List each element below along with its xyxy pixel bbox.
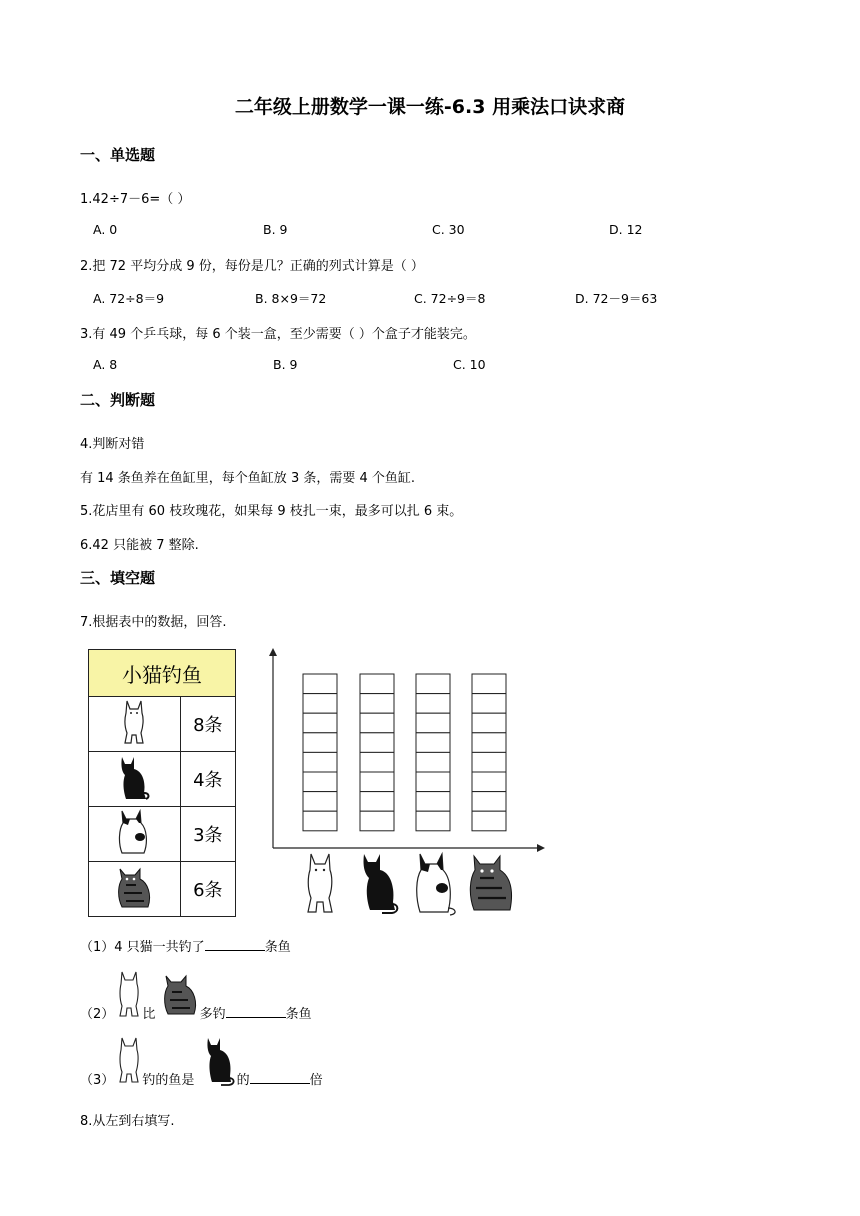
question-8-stem: 8.从左到右填写. xyxy=(80,1114,175,1129)
x-axis-arrow xyxy=(537,844,545,852)
q7-sub3-after: 的 xyxy=(236,1072,250,1088)
grid-cell xyxy=(416,733,450,753)
grid-cell xyxy=(303,694,337,714)
cat-4-count: 6条 xyxy=(180,862,235,917)
grid-cell xyxy=(416,772,450,792)
grid-cell xyxy=(416,792,450,812)
grid-cell xyxy=(472,733,506,753)
grid-cell xyxy=(472,752,506,772)
grid-cell xyxy=(360,713,394,733)
grid-cell xyxy=(303,752,337,772)
q2-option-a[interactable]: A. 72÷8＝9 xyxy=(93,291,165,306)
q2-option-b[interactable]: B. 8×9＝72 xyxy=(255,291,327,306)
cat-2-count: 4条 xyxy=(180,752,235,807)
table-title: 小猫钓鱼 xyxy=(89,650,236,697)
cat-2-cell xyxy=(89,752,181,807)
q3-option-c[interactable]: C. 10 xyxy=(453,357,486,372)
question-3-stem: 3.有 49 个乒乓球，每 6 个装一盒，至少需要（ ）个盒子才能装完。 xyxy=(80,327,476,342)
cat-fishing-table xyxy=(88,649,236,917)
q7-sub3-suffix: 倍 xyxy=(309,1072,323,1088)
grid-cell xyxy=(303,792,337,812)
black-cat-icon xyxy=(203,1034,237,1086)
grid-cell xyxy=(303,733,337,753)
grid-cell xyxy=(472,772,506,792)
grid-cell xyxy=(360,694,394,714)
grid-cell xyxy=(360,674,394,694)
grid-cell xyxy=(416,811,450,831)
q7-sub1 xyxy=(80,936,291,955)
grid-cell xyxy=(416,752,450,772)
spotted-cat-icon xyxy=(410,850,460,916)
grid-cell xyxy=(472,674,506,694)
grid-cell xyxy=(472,694,506,714)
grid-cell xyxy=(360,811,394,831)
black-cat-icon xyxy=(116,753,152,801)
cat-1-count: 8条 xyxy=(180,697,235,752)
q7-sub2 xyxy=(80,968,312,1020)
q1-option-d[interactable]: D. 12 xyxy=(609,222,643,237)
grid-cell xyxy=(360,792,394,812)
q7-sub3-blank[interactable] xyxy=(250,1071,310,1084)
question-1-stem: 1.42÷7－6=（ ） xyxy=(80,192,191,207)
empty-bar-grid xyxy=(265,646,550,856)
page-title: 二年级上册数学一课一练-6.3 用乘法口诀求商 xyxy=(234,96,626,118)
q2-option-d[interactable]: D. 72－9＝63 xyxy=(575,291,658,306)
q7-sub2-suffix: 条鱼 xyxy=(285,1006,312,1022)
grid-cell xyxy=(303,811,337,831)
q1-option-b[interactable]: B. 9 xyxy=(263,222,288,237)
spotted-cat-icon xyxy=(114,807,154,857)
q7-sub2-prefix: （2） xyxy=(80,1006,115,1022)
q7-sub2-after: 多钓 xyxy=(199,1006,226,1022)
grid-cell xyxy=(360,772,394,792)
question-2-stem: 2.把 72 平均分成 9 份，每份是几？正确的列式计算是（ ） xyxy=(80,259,424,274)
question-5-stem: 5.花店里有 60 枝玫瑰花，如果每 9 枝扎一束，最多可以扎 6 束。 xyxy=(80,504,463,519)
grid-cell xyxy=(416,674,450,694)
section-heading-fill-in: 三、填空题 xyxy=(80,569,156,587)
cat-3-cell xyxy=(89,807,181,862)
white-cat-icon xyxy=(302,850,338,916)
white-cat-icon xyxy=(119,697,149,747)
question-6-stem: 6.42 只能被 7 整除. xyxy=(80,538,199,553)
cat-4-cell xyxy=(89,862,181,917)
question-7-stem: 7.根据表中的数据，回答. xyxy=(80,615,227,630)
black-cat-icon xyxy=(358,850,402,916)
section-heading-single-choice: 一、单选题 xyxy=(80,146,156,164)
question-4-text: 有 14 条鱼养在鱼缸里，每个鱼缸放 3 条，需要 4 个鱼缸. xyxy=(80,471,416,486)
cat-1-cell xyxy=(89,697,181,752)
q3-option-b[interactable]: B. 9 xyxy=(273,357,298,372)
cat-3-count: 3条 xyxy=(180,807,235,862)
q2-option-c[interactable]: C. 72÷9＝8 xyxy=(414,291,486,306)
white-cat-icon xyxy=(116,1034,142,1086)
q7-sub1-suffix: 条鱼 xyxy=(264,940,291,955)
grid-cell xyxy=(472,792,506,812)
q7-sub3-prefix: （3） xyxy=(80,1072,115,1088)
q7-sub3-mid: 钓的鱼是 xyxy=(142,1072,195,1088)
grid-columns xyxy=(303,674,506,831)
tabby-cat-icon xyxy=(160,970,200,1018)
grid-cell xyxy=(416,694,450,714)
grid-cell xyxy=(360,733,394,753)
q7-sub2-mid: 比 xyxy=(142,1006,156,1022)
grid-cell xyxy=(303,772,337,792)
tabby-cat-icon xyxy=(466,850,518,916)
grid-cell xyxy=(360,752,394,772)
q7-sub2-blank[interactable] xyxy=(226,1005,286,1018)
tabby-cat-icon xyxy=(114,863,154,911)
q1-option-c[interactable]: C. 30 xyxy=(432,222,465,237)
grid-cell xyxy=(303,674,337,694)
grid-cell xyxy=(416,713,450,733)
grid-cell xyxy=(303,713,337,733)
white-cat-icon xyxy=(116,968,142,1020)
grid-cell xyxy=(472,713,506,733)
question-4-stem: 4.判断对错 xyxy=(80,437,145,452)
q3-option-a[interactable]: A. 8 xyxy=(93,357,118,372)
y-axis-arrow xyxy=(269,648,277,656)
q1-option-a[interactable]: A. 0 xyxy=(93,222,118,237)
grid-cell xyxy=(472,811,506,831)
q7-sub1-prefix: （1）4 只猫一共钓了 xyxy=(80,940,205,955)
q7-sub1-blank[interactable] xyxy=(205,938,265,951)
section-heading-true-false: 二、判断题 xyxy=(80,391,156,409)
q7-sub3 xyxy=(80,1034,323,1086)
